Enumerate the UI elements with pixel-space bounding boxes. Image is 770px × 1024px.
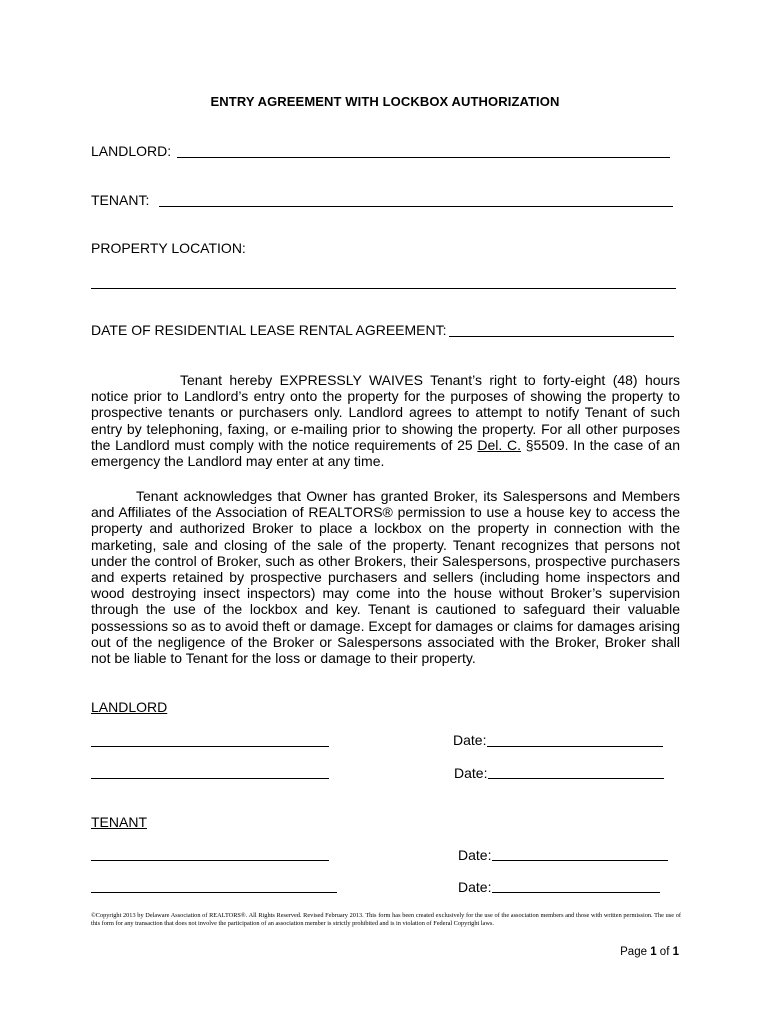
tenant-label: TENANT: [91,192,150,208]
landlord-signature-line-2[interactable] [91,778,329,779]
lease-date-label: DATE OF RESIDENTIAL LEASE RENTAL AGREEMENT: [91,322,447,338]
landlord-date-label-1: Date: [453,732,487,748]
waiver-paragraph [91,372,680,469]
del-code-citation: Del. C. [477,436,521,453]
tenant-date-line-1[interactable] [492,860,668,861]
page-number [620,946,679,958]
tenant-signature-line-1[interactable] [91,860,329,861]
document-title: ENTRY AGREEMENT WITH LOCKBOX AUTHORIZATION [210,94,560,109]
lease-date-input-line[interactable] [449,336,674,337]
tenant-date-line-2[interactable] [492,892,660,893]
page-prefix: Page [620,946,651,958]
landlord-input-line[interactable] [177,157,670,158]
lockbox-paragraph: Tenant acknowledges that Owner has granted Broker, its Salespersons and Members and Affiliates of the Association of REALTORS® permission to use a house key to access the property and authorized Broker to place a lockbox on the property in connection with the marketing, sale and closing of the sale of the property. Tenant recognizes that persons not under the control of Broker, such as other Brokers, their Salespersons, prospective purchasers and experts retained by prospective purchasers and sellers (including home inspectors and wood destroying insect inspectors) may come into the house without Broker’s supervision through the use of the lockbox and key. Tenant is cautioned to safeguard their valuable possessions so as to avoid theft or damage. Except for damages or claims for damages arising out of the negligence of the Broker or Salespersons associated with the Broker, Broker shall not be liable to Tenant for the loss or damage to their property. [91,488,680,667]
tenant-input-line[interactable] [159,206,673,207]
waiver-text-part1: Tenant hereby EXPRESSLY WAIVES Tenant’s right to forty-eight (48) hours notice prior to Landlord’s entry onto the property for the purposes of showing the property to prospective tenants or purchasers only. Landlord agrees to attempt to notify Tenant of such entry by telephoning, faxing, or e-mailing prior to showing the property. For all other purposes the Landlord must comply with the notice requirements of 25 [91,372,680,453]
landlord-signature-heading: LANDLORD [91,699,168,715]
page-current: 1 [650,946,657,958]
tenant-signature-line-2[interactable] [91,892,337,893]
landlord-date-label-2: Date: [454,765,488,781]
property-location-input-line[interactable] [91,288,676,289]
tenant-date-label-2: Date: [458,879,492,895]
property-location-label: PROPERTY LOCATION: [91,240,246,256]
landlord-date-line-2[interactable] [488,778,664,779]
tenant-signature-heading: TENANT [91,814,147,830]
landlord-date-line-1[interactable] [487,746,663,747]
waiver-text-part2: §5509. In the case of an emergency the Landlord may enter at any time. [91,436,680,470]
landlord-signature-line-1[interactable] [91,746,329,747]
copyright-notice: ©Copyright 2013 by Delaware Association of REALTORS®. All Rights Reserved. Revised February 2013. This form has been created exclusively for the use of the association members and those with written permission. The use of this form for any transaction that does not involve the participation of an association member is strictly prohibited and is in violation of Federal Copyright laws. [91,912,681,927]
tenant-date-label-1: Date: [458,847,492,863]
page-total: 1 [672,946,679,958]
page-of: of [656,946,673,958]
landlord-label: LANDLORD: [91,143,172,159]
